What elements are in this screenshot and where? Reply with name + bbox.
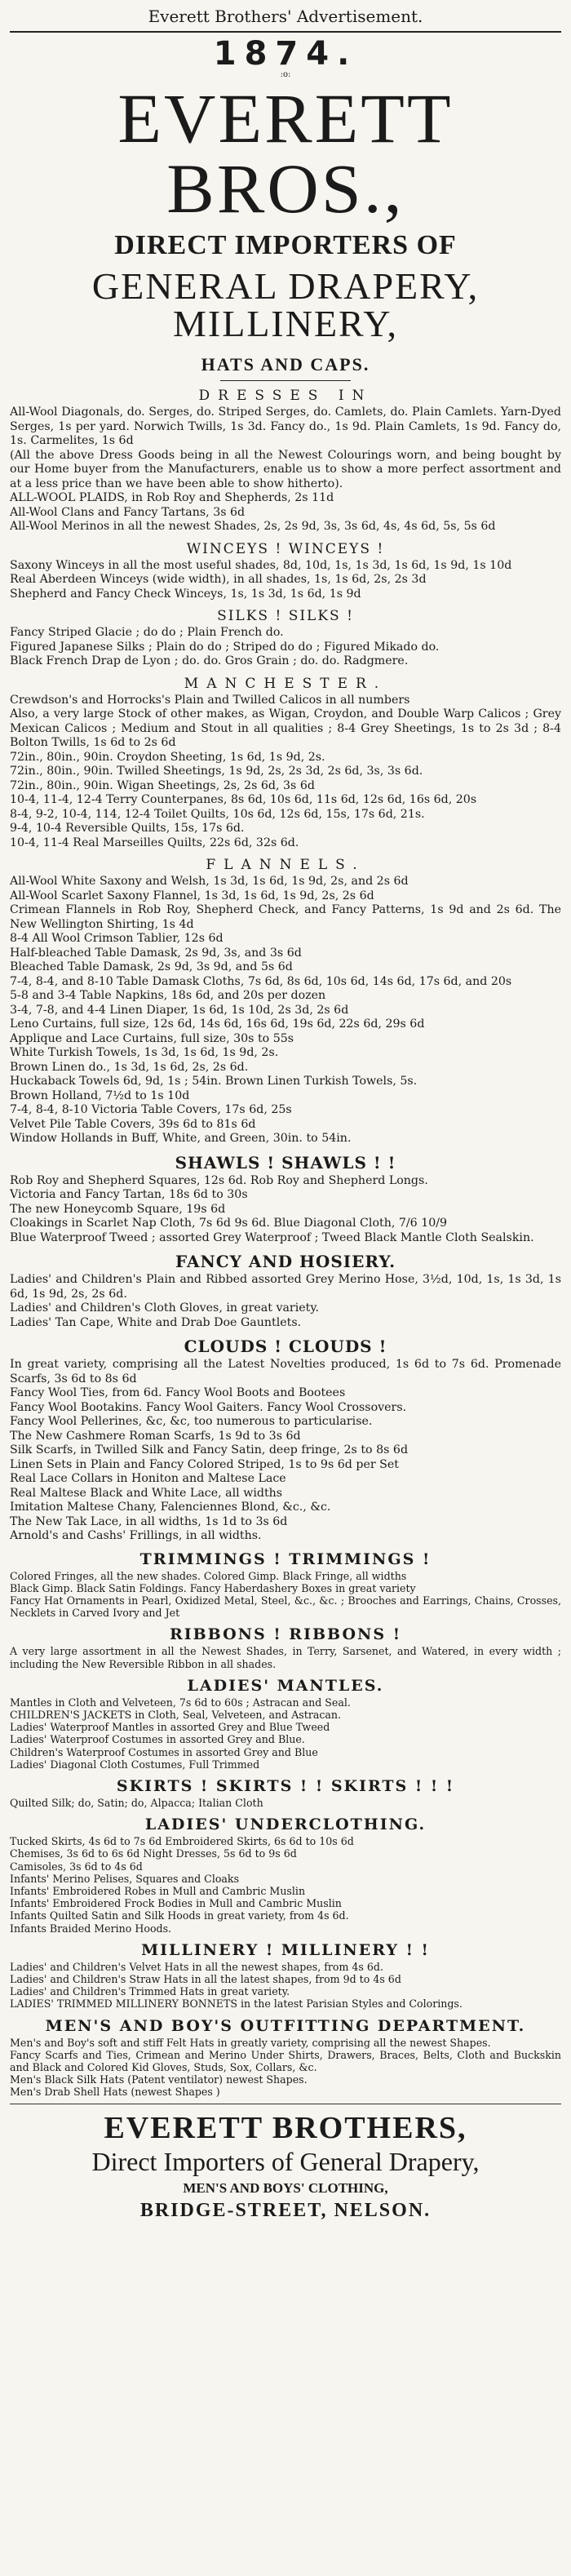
section-line: Black Gimp. Black Satin Foldings. Fancy Haberdashery Boxes in great variety — [10, 1581, 416, 1594]
section-line: CHILDREN'S JACKETS in Cloth, Seal, Velveteen, and Astracan. — [10, 1708, 342, 1721]
header-rule — [220, 380, 351, 381]
section-line: 72in., 80in., 90in. Croydon Sheeting, 1s 6d, 1s 9d, 2s. — [10, 750, 325, 764]
section-lines — [10, 875, 561, 1146]
section-line: Cloakings in Scarlet Nap Cloth, 7s 6d 9s 6d. Blue Diagonal Cloth, 7/6 10/9 — [10, 1217, 448, 1230]
section-line: Real Aberdeen Winceys (wide width), in all shades, 1s, 1s 6d, 2s, 2s 3d — [10, 573, 427, 586]
section-title: FLANNELS. — [206, 857, 365, 873]
section-line: 8-4 All Wool Crimson Tablier, 12s 6d — [10, 932, 224, 945]
section-line: Figured Japanese Silks ; Plain do do ; Striped do do ; Figured Mikado do. — [10, 640, 440, 654]
section-line: LADIES' TRIMMED MILLINERY BONNETS in the latest Parisian Styles and Colorings. — [10, 1997, 463, 2011]
section-title: CLOUDS ! CLOUDS ! — [184, 1337, 387, 1356]
section-line: Colored Fringes, all the new shades. Colored Gimp. Black Fringe, all widths — [10, 1569, 407, 1582]
section-title: TRIMMINGS ! TRIMMINGS ! — [139, 1550, 432, 1568]
section — [10, 541, 561, 602]
section-line: Ladies' and Children's Trimmed Hats in great variety. — [10, 1985, 290, 1998]
section-line: 10-4, 11-4, 12-4 Terry Counterpanes, 8s 6d, 10s 6d, 11s 6d, 12s 6d, 16s 6d, 20s — [10, 793, 477, 806]
section-line: Brown Linen do., 1s 3d, 1s 6d, 2s, 2s 6d. — [10, 1060, 249, 1074]
section-title: SKIRTS ! SKIRTS ! ! SKIRTS ! ! ! — [116, 1776, 455, 1795]
section-line: Shepherd and Fancy Check Winceys, 1s, 1s 3d, 1s 6d, 1s 9d — [10, 587, 361, 601]
section — [10, 676, 561, 851]
section-line: Applique and Lace Curtains, full size, 30s to 55s — [10, 1031, 294, 1045]
section-lines — [10, 1174, 561, 1246]
section-line: All-Wool Merinos in all the newest Shades, 2s, 2s 9d, 3s, 3s 6d, 4s, 4s 6d, 5s, 5s 6d — [10, 520, 496, 533]
section-line: Velvet Pile Table Covers, 39s 6d to 81s 6d — [10, 1117, 256, 1131]
section-line: Infants Quilted Satin and Silk Hoods in great variety, from 4s 6d. — [10, 1909, 349, 1922]
section-line: Fancy Hat Ornaments in Pearl, Oxidized Metal, Steel, &c., &c. ; Brooches and Earrings, Chains, Crosses, Necklets in Carved Ivory and Jet — [10, 1594, 561, 1620]
section-lines — [10, 1797, 561, 1809]
section-lines — [10, 559, 561, 602]
section-line: Ladies' and Children's Straw Hats in all the latest shapes, from 9d to 4s 6d — [10, 1972, 401, 1985]
sections-container — [10, 388, 561, 2099]
section-line: 5-8 and 3-4 Table Napkins, 18s 6d, and 20s per dozen — [10, 989, 326, 1002]
section-line: Fancy Wool Pellerines, &c, &c, too numerous to particularise. — [10, 1415, 373, 1428]
section-line: All-Wool Clans and Fancy Tartans, 3s 6d — [10, 505, 246, 519]
section — [10, 1153, 561, 1246]
section-line: The new Honeycomb Square, 19s 6d — [10, 1202, 226, 1216]
section — [10, 608, 561, 669]
section-line: 7-4, 8-4, 8-10 Victoria Table Covers, 17s 6d, 25s — [10, 1103, 292, 1116]
section-line: Crimean Flannels in Rob Roy, Shepherd Check, and Fancy Patterns, 1s 9d and 2s 6d. The New Wellington Shirting, 1s 4d — [10, 903, 561, 931]
section-lines — [10, 694, 561, 851]
year: 1874. — [213, 35, 358, 73]
section — [10, 1337, 561, 1544]
section-line: (All the above Dress Goods being in all the Newest Colourings worn, and being bought by our Home buyer from the Manufacturers, enable us to show a more perfect assortment and at a less price than we have been able to show hitherto). — [10, 448, 561, 490]
section-line: Fancy Wool Bootakins. Fancy Wool Gaiters. Fancy Wool Crossovers. — [10, 1400, 407, 1414]
section-line: Saxony Winceys in all the most useful shades, 8d, 10d, 1s, 1s 3d, 1s 6d, 1s 9d, 1s 10d — [10, 558, 512, 572]
section-line: All-Wool Scarlet Saxony Flannel, 1s 3d, 1s 6d, 1s 9d, 2s, 2s 6d — [10, 889, 374, 902]
section-lines — [10, 2037, 561, 2099]
section-line: Ladies' and Children's Cloth Gloves, in great variety. — [10, 1301, 319, 1315]
section-line: Ladies' Tan Cape, White and Drab Doe Gauntlets. — [10, 1315, 302, 1329]
section-line: Linen Sets in Plain and Fancy Colored Striped, 1s to 9s 6d per Set — [10, 1457, 399, 1471]
section-title: LADIES' MANTLES. — [187, 1676, 384, 1695]
section-title: FANCY AND HOSIERY. — [175, 1252, 396, 1271]
section-title: RIBBONS ! RIBBONS ! — [169, 1625, 402, 1644]
section-line: Huckaback Towels 6d, 9d, 1s ; 54in. Brown Linen Turkish Towels, 5s. — [10, 1075, 418, 1088]
section-line: Ladies' Diagonal Cloth Costumes, Full Trimmed — [10, 1758, 260, 1771]
section-line: Half-bleached Table Damask, 2s 9d, 3s, and 3s 6d — [10, 946, 302, 960]
section-line: Brown Holland, 7½d to 1s 10d — [10, 1088, 190, 1102]
section-lines — [10, 1696, 561, 1771]
section-line: The New Cashmere Roman Scarfs, 1s 9d to 3s 6d — [10, 1429, 301, 1443]
section — [10, 1941, 561, 2011]
section-title: SILKS ! SILKS ! — [217, 608, 354, 624]
section — [10, 1550, 561, 1620]
section-line: Tucked Skirts, 4s 6d to 7s 6d Embroidered Skirts, 6s 6d to 10s 6d — [10, 1835, 354, 1848]
footer-direct: Direct Importers of General Drapery, — [91, 2147, 480, 2177]
section-title: WINCEYS ! WINCEYS ! — [186, 540, 385, 557]
section-line: Children's Waterproof Costumes in assorted Grey and Blue — [10, 1745, 318, 1758]
section-title: MANCHESTER. — [184, 675, 387, 692]
section-line: 7-4, 8-4, and 8-10 Table Damask Cloths, 7s 6d, 8s 6d, 10s 6d, 14s 6d, 17s 6d, and 20s — [10, 974, 512, 988]
section-line: Men's Black Silk Hats (Patent ventilator) newest Shapes. — [10, 2073, 308, 2086]
section-line: Window Hollands in Buff, White, and Green, 30in. to 54in. — [10, 1132, 352, 1145]
section-lines — [10, 626, 561, 669]
trades-heading: GENERAL DRAPERY, MILLINERY, — [91, 265, 480, 344]
section-line: A very large assortment in all the Newest Shades, in Terry, Sarsenet, and Watered, in every width ; including the New Reversible Ribbon in all shades. — [10, 1645, 561, 1670]
section-line: Rob Roy and Shepherd Squares, 12s 6d. Rob Roy and Shepherd Longs. — [10, 1173, 428, 1187]
footer-clothing: MEN'S AND BOYS' CLOTHING, — [183, 2179, 388, 2196]
direct-importers-heading: DIRECT IMPORTERS OF — [114, 230, 457, 260]
footer-address: BRIDGE-STREET, NELSON. — [139, 2199, 432, 2221]
section-title: MEN'S AND BOY'S OUTFITTING DEPARTMENT. — [45, 2016, 526, 2035]
section-lines — [10, 1835, 561, 1935]
section-line: 72in., 80in., 90in. Wigan Sheetings, 2s, 2s 6d, 3s 6d — [10, 778, 315, 792]
section-line: Mantles in Cloth and Velveteen, 7s 6d to 60s ; Astracan and Seal. — [10, 1696, 351, 1709]
section-lines — [10, 1273, 561, 1330]
section-line: Fancy Scarfs and Ties, Crimean and Merino Under Shirts, Drawers, Braces, Belts, Cloth and Buckskin and Black and Colored Kid Gloves, Studs, Sox, Collars, &c. — [10, 2048, 561, 2073]
section-line: Infants' Merino Pelises, Squares and Cloaks — [10, 1872, 240, 1885]
section-line: 9-4, 10-4 Reversible Quilts, 15s, 17s 6d. — [10, 822, 245, 835]
top-rule — [10, 31, 561, 33]
section-lines — [10, 1358, 561, 1544]
section-line: White Turkish Towels, 1s 3d, 1s 6d, 1s 9d, 2s. — [10, 1046, 279, 1059]
section-line: Silk Scarfs, in Twilled Silk and Fancy Satin, deep fringe, 2s to 8s 6d — [10, 1443, 409, 1456]
section — [10, 388, 561, 534]
section-line: Real Lace Collars in Honiton and Maltese Lace — [10, 1472, 286, 1485]
company-name: EVERETT BROS., — [117, 79, 454, 228]
section-title: MILLINERY ! MILLINERY ! ! — [141, 1940, 430, 1959]
section — [10, 1777, 561, 1809]
section-line: Chemises, 3s 6d to 6s 6d Night Dresses, 5s 6d to 9s 6d — [10, 1847, 297, 1860]
advertisement-heading: Everett Brothers' Advertisement. — [148, 7, 423, 26]
section-title: LADIES' UNDERCLOTHING. — [144, 1816, 427, 1834]
section-line: Also, a very large Stock of other makes, as Wigan, Croydon, and Double Warp Calicos ; Grey Mexican Calicos ; Medium and Stout in all qualities ; 8-4 Grey Sheetings, 1s to 2s 3d ; 8-4 Bolton Twills, 1s 6d to 2s 6d — [10, 707, 561, 749]
section-line: 8-4, 9-2, 10-4, 114, 12-4 Toilet Quilts, 10s 6d, 12s 6d, 15s, 17s 6d, 21s. — [10, 807, 425, 821]
section-lines — [10, 1570, 561, 1620]
section-line: Men's Drab Shell Hats (newest Shapes ) — [10, 2086, 220, 2099]
section-line: Men's and Boy's soft and stiff Felt Hats in greatly variety, comprising all the newest Shapes. — [10, 2036, 491, 2049]
section-line: 3-4, 7-8, and 4-4 Linen Diaper, 1s 6d, 1s 10d, 2s 3d, 2s 6d — [10, 1003, 349, 1017]
section-lines — [10, 1645, 561, 1669]
section-line: Crewdson's and Horrocks's Plain and Twilled Calicos in all numbers — [10, 693, 410, 707]
section-line: All-Wool Diagonals, do. Serges, do. Striped Serges, do. Camlets, do. Plain Camlets. Yarn-Dyed Serges, 1s per yard. Norwich Twills, 1s 3d. Fancy do., 1s 9d. Plain Camlets, 1s 9d. Fancy do, 1s. Carmelites, 1s 6d — [10, 406, 561, 447]
separator: :o: — [280, 70, 291, 79]
section-line: Infants Braided Merino Hoods. — [10, 1922, 172, 1935]
section-lines — [10, 1961, 561, 2011]
section — [10, 1625, 561, 1669]
section-line: Quilted Silk; do, Satin; do, Alpacca; Italian Cloth — [10, 1796, 263, 1809]
section — [10, 1252, 561, 1330]
section-line: Camisoles, 3s 6d to 4s 6d — [10, 1860, 143, 1873]
section-line: Ladies' Waterproof Mantles in assorted Grey and Blue Tweed — [10, 1721, 330, 1734]
section-line: 10-4, 11-4 Real Marseilles Quilts, 22s 6d, 32s 6d. — [10, 836, 299, 849]
hats-heading: HATS AND CAPS. — [201, 354, 370, 375]
footer-name: EVERETT BROTHERS, — [104, 2110, 467, 2145]
section-line: Fancy Wool Ties, from 6d. Fancy Wool Boots and Bootees — [10, 1386, 346, 1399]
section-title: SHAWLS ! SHAWLS ! ! — [175, 1152, 396, 1173]
section-line: Fancy Striped Glacie ; do do ; Plain French do. — [10, 626, 284, 639]
section-line: The New Tak Lace, in all widths, 1s 1d to 3s 6d — [10, 1514, 288, 1528]
section-line: Infants' Embroidered Frock Bodies in Mull and Cambric Muslin — [10, 1897, 342, 1910]
section — [10, 1677, 561, 1771]
section-line: Ladies' Waterproof Costumes in assorted Grey and Blue. — [10, 1733, 305, 1746]
section-line: Blue Waterproof Tweed ; assorted Grey Waterproof ; Tweed Black Mantle Cloth Sealskin. — [10, 1230, 534, 1244]
section-line: Real Maltese Black and White Lace, all widths — [10, 1486, 283, 1500]
section — [10, 857, 561, 1146]
section-lines — [10, 406, 561, 534]
section-title: DRESSES IN — [198, 388, 373, 404]
section-line: In great variety, comprising all the Latest Novelties produced, 1s 6d to 7s 6d. Promenade Scarfs, 3s 6d to 8s 6d — [10, 1358, 561, 1386]
section-line: ALL-WOOL PLAIDS, in Rob Roy and Shepherds, 2s 11d — [10, 491, 334, 504]
section-line: Bleached Table Damask, 2s 9d, 3s 9d, and 5s 6d — [10, 960, 293, 973]
footer — [10, 2110, 561, 2222]
section-line: Victoria and Fancy Tartan, 18s 6d to 30s — [10, 1188, 248, 1201]
section — [10, 2017, 561, 2099]
section-line: Ladies' and Children's Velvet Hats in all the newest shapes, from 4s 6d. — [10, 1960, 383, 1973]
section-line: Arnold's and Cashs' Frillings, in all widths. — [10, 1529, 262, 1542]
section-line: Infants' Embroidered Robes in Mull and Cambric Muslin — [10, 1884, 306, 1897]
section — [10, 1816, 561, 1935]
section-line: All-Wool White Saxony and Welsh, 1s 3d, 1s 6d, 1s 9d, 2s, and 2s 6d — [10, 875, 409, 888]
section-line: Imitation Maltese Chany, Falenciennes Blond, &c., &c. — [10, 1501, 331, 1514]
section-line: 72in., 80in., 90in. Twilled Sheetings, 1s 9d, 2s, 2s 3d, 2s 6d, 3s, 3s 6d. — [10, 765, 423, 778]
section-line: Black French Drap de Lyon ; do. do. Gros Grain ; do. do. Radgmere. — [10, 654, 409, 667]
section-line: Ladies' and Children's Plain and Ribbed assorted Grey Merino Hose, 3½d, 10d, 1s, 1s 3d, 1s 6d, 1s 9d, 2s, 2s 6d. — [10, 1273, 561, 1301]
section-line: Leno Curtains, full size, 12s 6d, 14s 6d, 16s 6d, 19s 6d, 22s 6d, 29s 6d — [10, 1018, 425, 1031]
